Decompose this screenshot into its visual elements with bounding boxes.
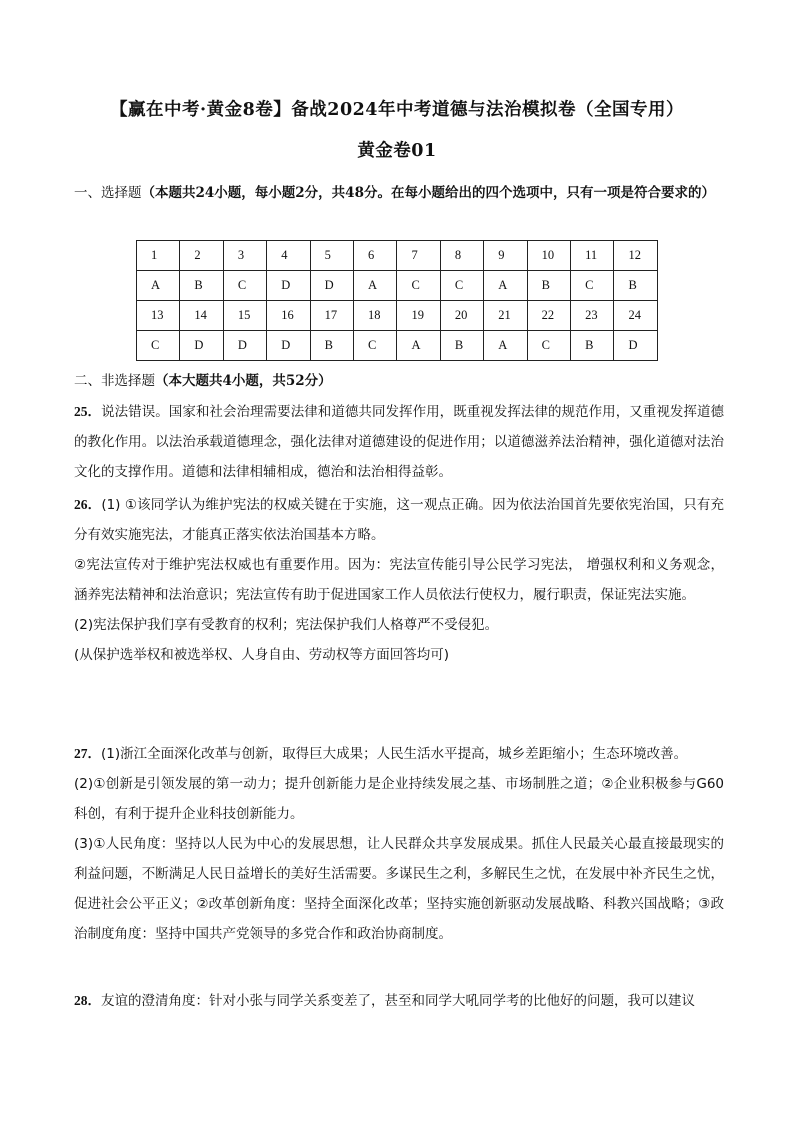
answer-letter-cell: C [137,331,180,361]
question-number-cell: 7 [397,241,440,271]
answer-letter-cell: D [267,271,310,301]
answer-text: 说法错误。国家和社会治理需要法律和道德共同发挥作用，既重视发挥法律的规范作用，又重视发挥道德的教化作用。以法治承载道德理念，强化法律对道德建设的促进作用；以道德滋养法治精神，强化道德对法治文化的支撑作用。道德和法律相辅相成，德治和法治相得益彰。 [74,404,725,480]
answer-part-4: (从保护选举权和被选举权、人身自由、劳动权等方面回答均可) [74,647,450,663]
question-number-cell: 11 [571,241,614,271]
answer-letter-cell: A [484,271,527,301]
document-subtitle: 黄金卷01 [357,141,437,161]
question-number-cell: 13 [137,301,180,331]
question-number-cell: 15 [223,301,266,331]
answer-table-row [137,271,658,301]
answer-letter-cell: B [571,331,614,361]
answer-part-1: (1)浙江全面深化改革与创新，取得巨大成果；人民生活水平提高，城乡差距缩小；生态环境改善。 [101,746,688,762]
question-number-cell: 24 [614,301,658,331]
answer-letter-cell: A [354,271,397,301]
question-28-answer [74,986,724,1016]
question-number: 28． [74,993,101,1008]
answer-letter-cell: C [440,271,483,301]
answer-letter-cell: D [223,331,266,361]
answer-letter-cell: B [440,331,483,361]
answer-letter-cell: D [180,331,223,361]
answer-part-3: (2)宪法保护我们享有受教育的权利；宪法保护我们人格尊严不受侵犯。 [74,617,499,633]
section-heading: 二、非选择题 [74,373,155,389]
question-number-cell: 20 [440,301,483,331]
question-number: 27． [74,746,101,761]
question-number: 25． [74,404,102,419]
question-number-cell: 17 [310,301,353,331]
question-number-cell: 14 [180,301,223,331]
question-25-answer [74,397,724,487]
question-number-cell: 12 [614,241,658,271]
answer-letter-cell: D [267,331,310,361]
answer-text: 友谊的澄清角度：针对小张与同学关系变差了，甚至和同学大吼同学考的比他好的问题，我可以建议 [101,993,695,1009]
question-number-cell: 2 [180,241,223,271]
question-number-cell: 21 [484,301,527,331]
section-multiple-choice-heading [74,180,724,206]
answer-letter-cell: B [614,271,658,301]
section-note: （本题共24小题，每小题2分，共48分。在每小题给出的四个选项中，只有一项是符合要求的） [141,185,715,201]
question-number-cell: 10 [527,241,570,271]
question-number-cell: 8 [440,241,483,271]
answer-part-1: (1) ①该同学认为维护宪法的权威关键在于实施，这一观点正确。因为依法治国首先要依宪治国，只有充分有效实施宪法，才能真正落实依法治国基本方略。 [74,497,725,543]
answer-letter-cell: A [137,271,180,301]
question-number-cell: 4 [267,241,310,271]
answer-part-3: (3)①人民角度：坚持以人民为中心的发展思想，让人民群众共享发展成果。抓住人民最关心最直接最现实的利益问题，不断满足人民日益增长的美好生活需要。多谋民生之利，多解民生之忧，在发展中补齐民生之忧，促进社会公平正义；②改革创新角度：坚持全面深化改革；坚持实施创新驱动发展战略、科教兴国战略；③政治制度角度：坚持中国共产党领导的多党合作和政治协商制度。 [74,836,724,942]
answer-letter-cell: C [527,331,570,361]
answer-letter-cell: D [310,271,353,301]
document-title: 【赢在中考·黄金8卷】备战2024年中考道德与法治模拟卷（全国专用） [110,100,684,120]
answer-table-row [137,331,658,361]
answer-letter-cell: A [484,331,527,361]
answer-table [136,240,658,361]
answer-letter-cell: C [354,331,397,361]
answer-letter-cell: B [527,271,570,301]
answer-letter-cell: D [614,331,658,361]
question-number-cell: 22 [527,301,570,331]
answer-letter-cell: B [180,271,223,301]
question-number-cell: 23 [571,301,614,331]
question-number-cell: 3 [223,241,266,271]
answer-letter-cell: B [310,331,353,361]
answer-letter-cell: C [571,271,614,301]
question-number-cell: 1 [137,241,180,271]
question-number-cell: 5 [310,241,353,271]
section-note: （本大题共4小题，共52分） [155,373,332,389]
question-number: 26． [74,497,102,512]
answer-part-2: (2)①创新是引领发展的第一动力；提升创新能力是企业持续发展之基、市场制胜之道；②企业积极参与G60科创，有利于提升企业科技创新能力。 [74,776,724,822]
question-27-answer [74,739,724,949]
section-heading: 一、选择题 [74,185,142,201]
answer-table-row [137,301,658,331]
question-number-cell: 16 [267,301,310,331]
answer-letter-cell: C [397,271,440,301]
answer-letter-cell: A [397,331,440,361]
question-number-cell: 19 [397,301,440,331]
question-26-answer [74,490,724,670]
question-number-cell: 18 [354,301,397,331]
question-number-cell: 9 [484,241,527,271]
answer-letter-cell: C [223,271,266,301]
section-open-questions-heading [74,368,724,394]
answer-part-2: ②宪法宣传对于维护宪法权威也有重要作用。因为：宪法宣传能引导公民学习宪法， 增强权利和义务观念，涵养宪法精神和法治意识；宪法宣传有助于促进国家工作人员依法行使权力，履行职责，保证宪法实施。 [74,557,724,603]
answer-table-row [137,241,658,271]
question-number-cell: 6 [354,241,397,271]
